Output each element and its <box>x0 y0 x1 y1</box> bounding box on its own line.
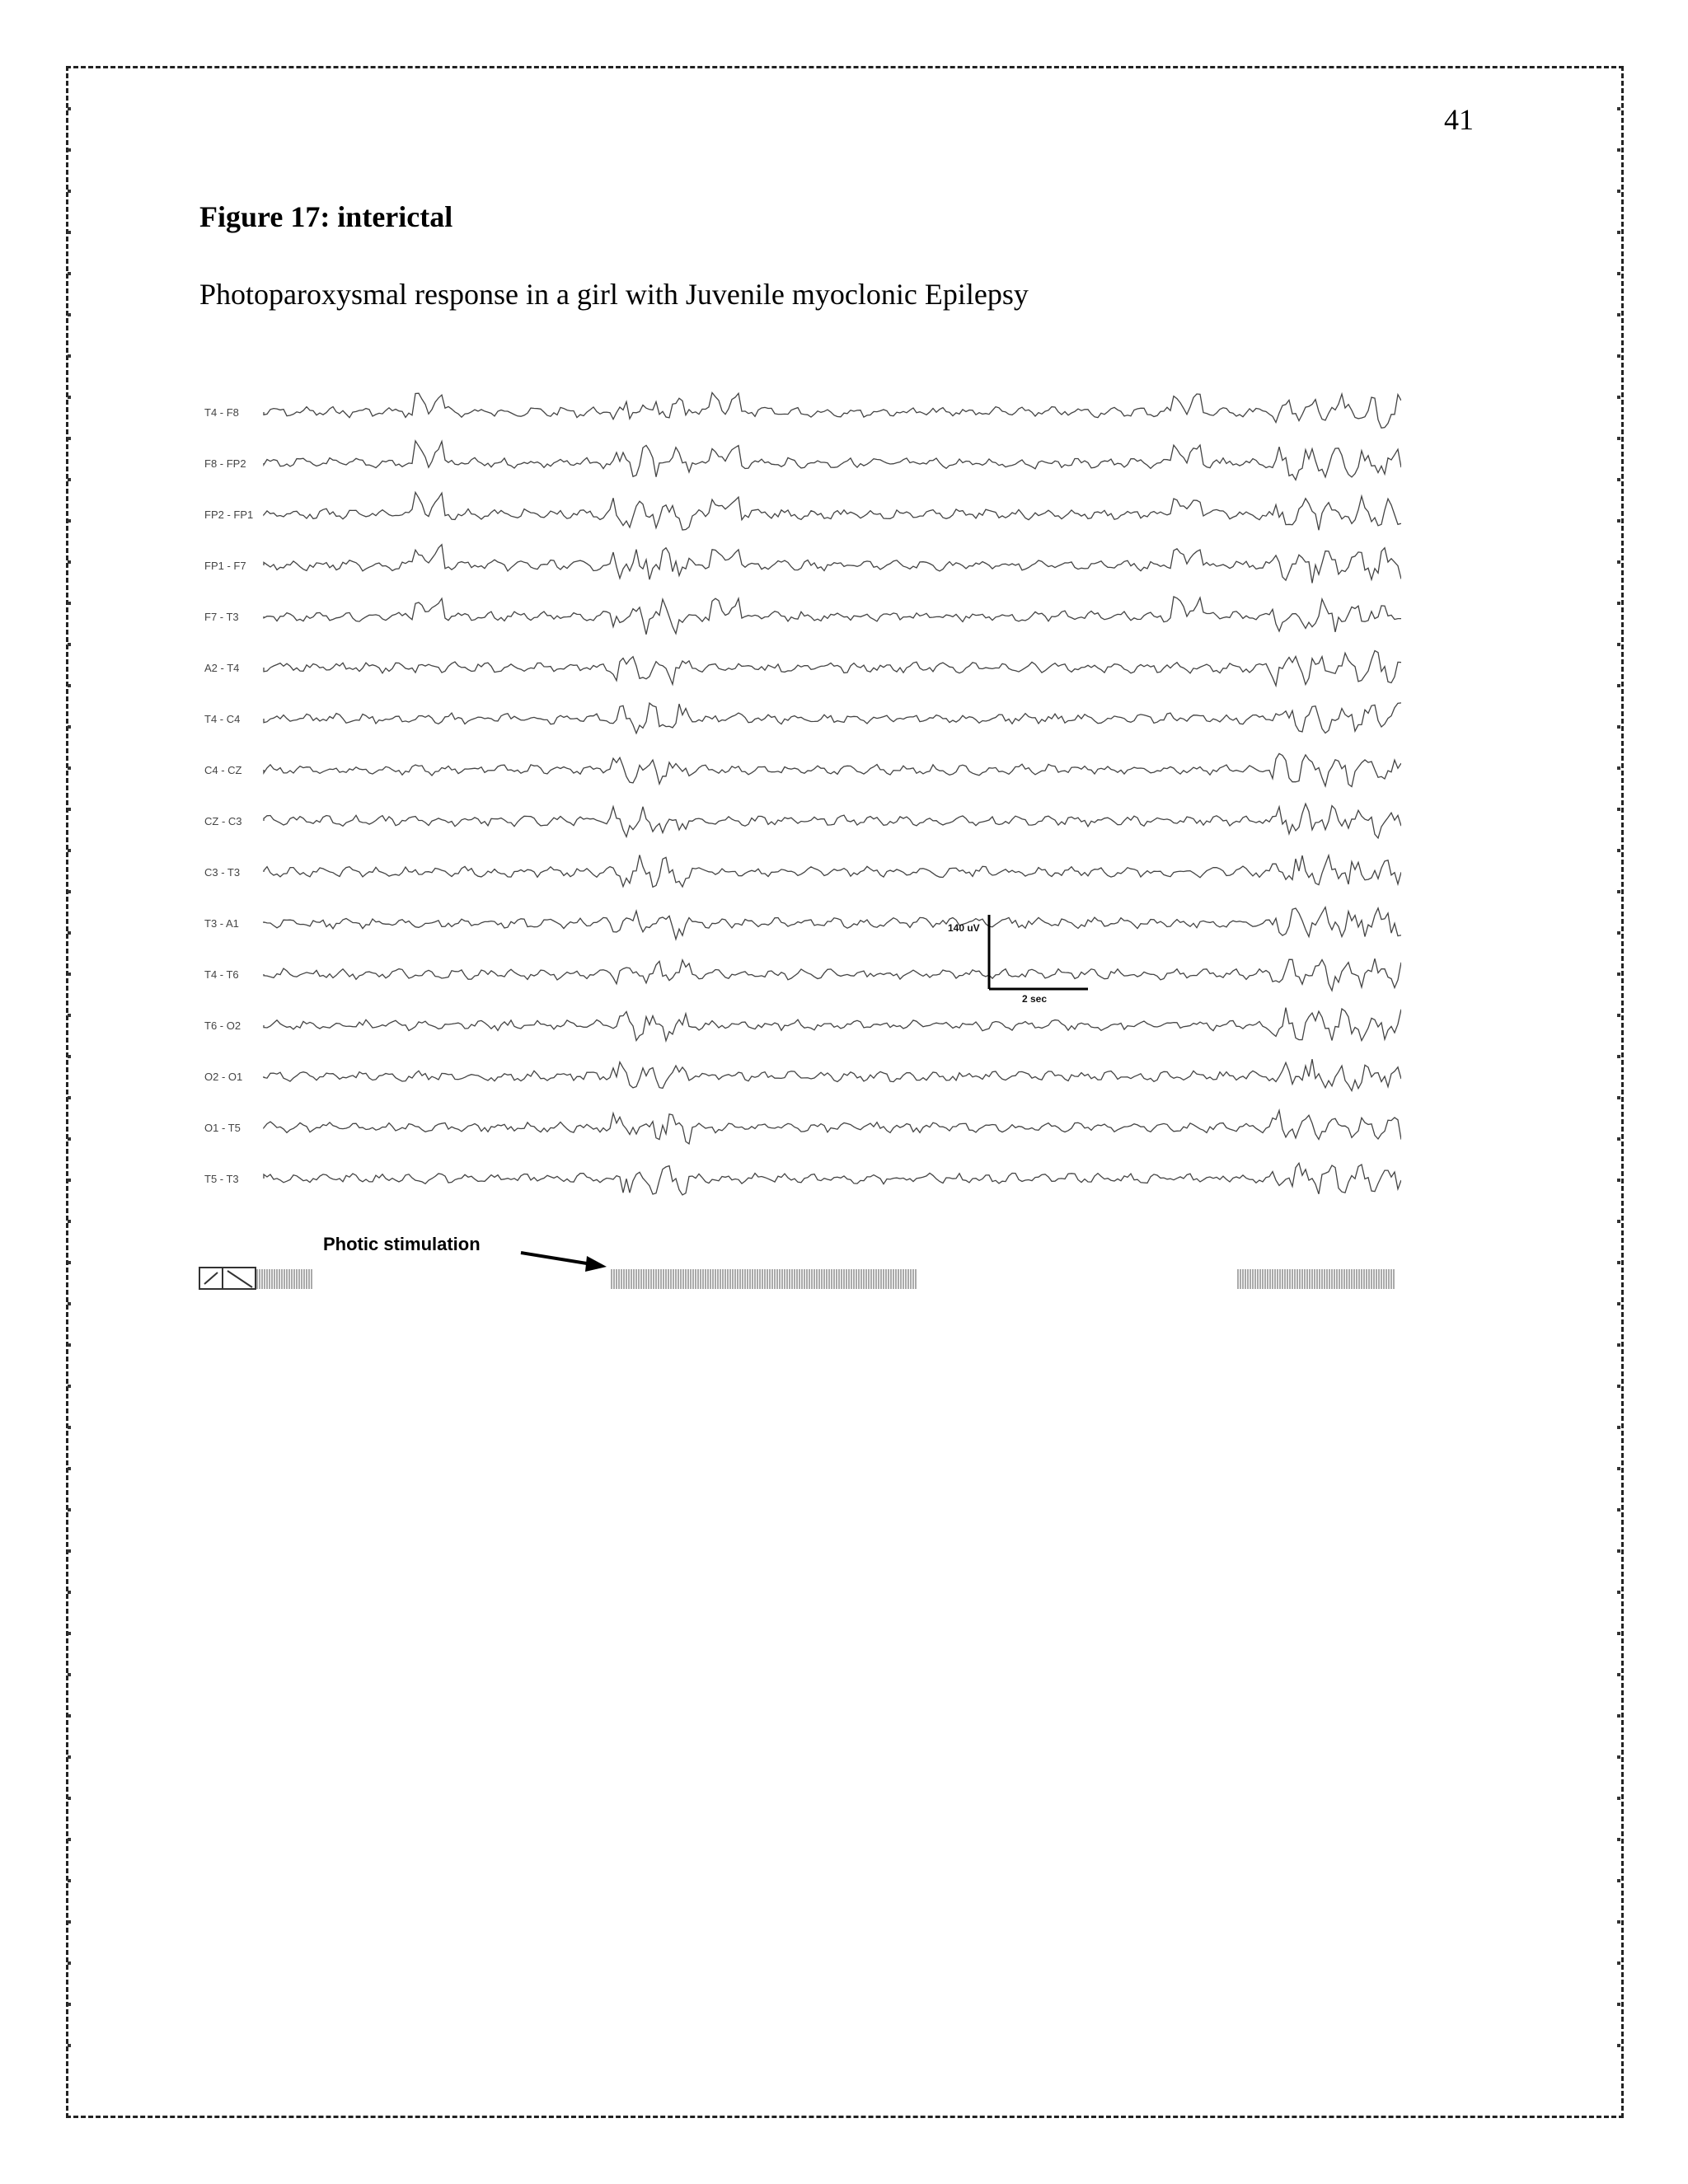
eeg-channel-label: C3 - T3 <box>204 866 241 879</box>
eeg-channel-label: FP1 - F7 <box>204 560 246 572</box>
corner-icons <box>199 1268 256 1289</box>
eeg-channel-label: T4 - C4 <box>204 713 241 725</box>
right-border-ticks <box>1617 107 1620 2085</box>
eeg-channel-label: T6 - O2 <box>204 1019 241 1032</box>
eeg-recording <box>198 387 1401 1310</box>
eeg-trace <box>264 753 1401 786</box>
photic-stimulation-label: Photic stimulation <box>323 1234 481 1254</box>
eeg-trace <box>264 492 1401 530</box>
eeg-trace <box>264 1110 1401 1144</box>
eeg-channel-label: F7 - T3 <box>204 611 239 623</box>
eeg-trace <box>264 907 1401 940</box>
eeg-trace <box>264 597 1401 635</box>
scale-amplitude-label: 140 uV <box>948 922 980 934</box>
eeg-trace <box>264 441 1401 480</box>
eeg-channel-label: FP2 - FP1 <box>204 509 254 521</box>
figure-title: Figure 17: interictal <box>199 200 453 233</box>
eeg-trace <box>264 393 1401 429</box>
eeg-trace <box>264 1008 1401 1041</box>
photic-stimulation-markers <box>257 1269 1394 1289</box>
calibration-scale <box>948 915 1088 1005</box>
eeg-trace <box>264 545 1401 583</box>
eeg-channel-label: T3 - A1 <box>204 917 239 930</box>
page-number: 41 <box>1444 103 1474 136</box>
eeg-trace <box>264 1163 1401 1195</box>
eeg-trace <box>264 855 1401 887</box>
left-border-ticks <box>68 107 71 2085</box>
figure-caption: Photoparoxysmal response in a girl with Juvenile myoclonic Epilepsy <box>199 278 1029 311</box>
eeg-channel-label: A2 - T4 <box>204 662 240 674</box>
eeg-trace <box>264 958 1401 991</box>
eeg-channel-label: T4 - F8 <box>204 406 239 419</box>
eeg-trace <box>264 651 1401 686</box>
eeg-channel-label: F8 - FP2 <box>204 457 246 470</box>
photic-arrow-icon <box>521 1253 607 1272</box>
eeg-channel-labels <box>204 406 253 1185</box>
eeg-channel-label: CZ - C3 <box>204 815 242 827</box>
eeg-channel-label: T5 - T3 <box>204 1173 239 1185</box>
eeg-trace <box>264 703 1401 733</box>
eeg-channel-label: C4 - CZ <box>204 764 242 776</box>
scale-time-label: 2 sec <box>1022 993 1048 1005</box>
eeg-channel-label: O1 - T5 <box>204 1122 241 1134</box>
eeg-trace <box>264 804 1401 838</box>
eeg-channel-label: T4 - T6 <box>204 968 239 981</box>
eeg-traces <box>264 393 1401 1195</box>
eeg-trace <box>264 1059 1401 1090</box>
eeg-channel-label: O2 - O1 <box>204 1071 243 1083</box>
